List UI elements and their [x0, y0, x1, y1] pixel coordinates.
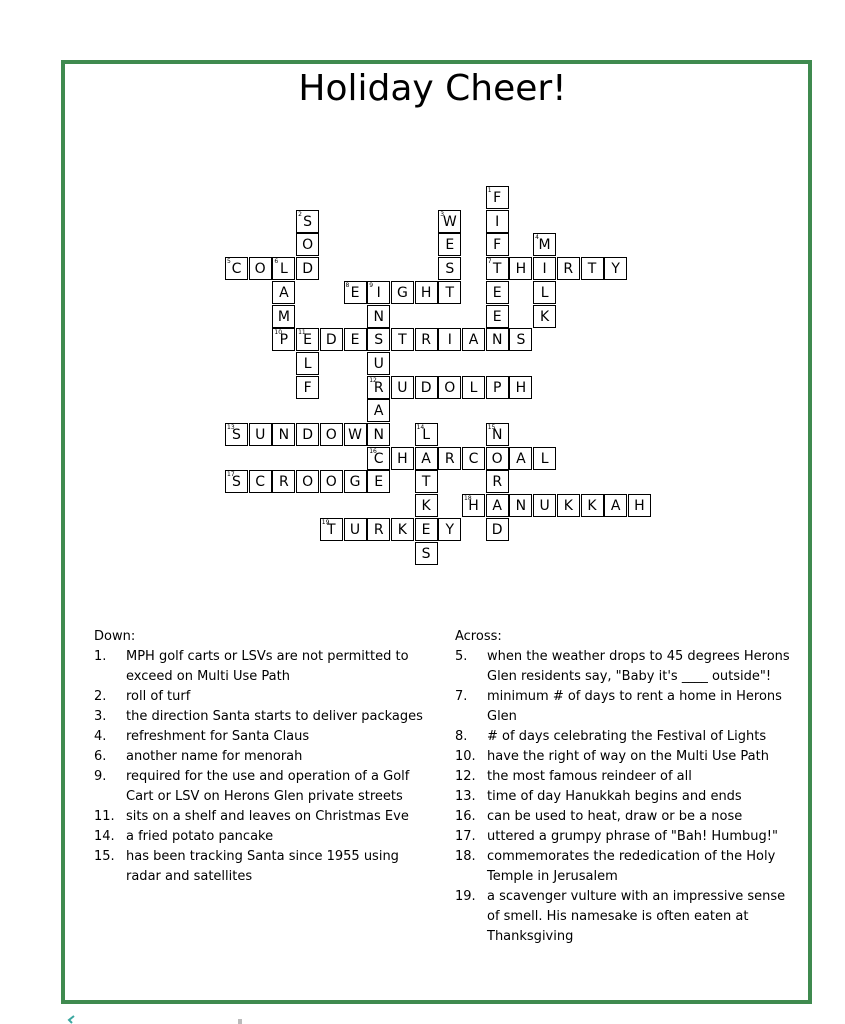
down-clue [94, 767, 424, 807]
cell-letter: T [327, 521, 336, 538]
grid-cell [486, 470, 509, 493]
grid-cell [225, 257, 248, 280]
grid-cell [320, 328, 343, 351]
cell-number: 15 [487, 424, 496, 431]
cell-letter: O [254, 261, 266, 278]
down-clue [94, 687, 424, 707]
cell-number: 16 [369, 447, 377, 455]
clue-number: 3. [94, 709, 107, 724]
cell-number: 18 [464, 495, 472, 503]
cell-number: 14 [416, 424, 425, 431]
cell-letter: E [350, 332, 360, 349]
across-clues [455, 627, 790, 947]
grid-cell [249, 423, 272, 446]
cell-letter: K [563, 498, 573, 515]
down-heading: Down: [94, 629, 136, 644]
cell-number: 2 [298, 210, 302, 218]
clue-number: 17. [455, 829, 476, 844]
cell-letter: R [444, 450, 455, 467]
grid-cell [438, 328, 461, 351]
cell-letter: T [421, 474, 431, 491]
cell-letter: F [303, 379, 312, 396]
clue-number: 18. [455, 849, 476, 864]
cell-letter: N [373, 308, 384, 325]
cell-letter: L [540, 284, 549, 301]
cell-letter: I [376, 284, 381, 301]
grid-cell [486, 423, 509, 446]
cell-letter: A [279, 284, 289, 301]
grid-cell [367, 376, 390, 399]
across-clue [455, 807, 790, 827]
grid-cell [557, 257, 580, 280]
cell-letter: H [634, 498, 645, 515]
down-clue [94, 707, 424, 727]
across-clue [455, 827, 790, 847]
clue-number: 4. [94, 729, 107, 744]
cell-letter: O [325, 427, 337, 443]
grid-cell [344, 281, 367, 304]
grid-cell [438, 447, 461, 470]
cell-letter: R [279, 474, 289, 491]
clue-number: 14. [94, 829, 115, 844]
grid-cell [415, 328, 438, 351]
cell-letter: A [373, 403, 384, 420]
grid-cell [509, 328, 532, 351]
grid-cell [367, 470, 390, 493]
grid-cell [296, 376, 319, 399]
cell-number: 19 [321, 518, 330, 526]
grid-cell [415, 423, 438, 446]
grid-cell [415, 447, 438, 470]
cell-number: 11 [298, 329, 306, 337]
cell-letter: E [492, 284, 502, 301]
grid-cell [391, 376, 414, 399]
cell-number: 13 [227, 424, 235, 431]
cell-number: 9 [369, 281, 374, 289]
cell-letter: W [442, 213, 457, 230]
cell-letter: E [303, 332, 313, 349]
across-clue [455, 787, 790, 807]
grid-cell [415, 376, 438, 399]
cell-number: 4 [535, 234, 539, 242]
grid-cell [604, 494, 627, 517]
cell-letter: S [516, 332, 526, 349]
grid-cell [509, 447, 532, 470]
cell-number: 10 [274, 329, 283, 337]
cell-letter: H [515, 261, 527, 278]
cell-letter: D [491, 521, 503, 538]
cell-letter: S [421, 545, 431, 562]
cell-letter: D [302, 427, 313, 443]
clue-text: can be used to heat, draw or be a nose [487, 809, 743, 824]
grid-cell [415, 518, 438, 541]
cell-letter: E [374, 474, 384, 491]
cell-letter: S [303, 213, 313, 230]
puzzle-title: Holiday Cheer! [298, 68, 567, 109]
grid-cell [391, 328, 414, 351]
cell-letter: R [373, 521, 384, 538]
clue-text: roll of turf [126, 689, 191, 704]
grid-cell [272, 328, 295, 351]
cell-letter: U [373, 355, 384, 372]
cell-number: 6 [274, 258, 279, 266]
cell-letter: S [232, 474, 241, 491]
clue-text: minimum # of days to rent a home in Herons Glen [487, 689, 782, 724]
clue-number: 1. [94, 649, 107, 664]
clue-text: another name for menorah [126, 749, 303, 764]
clue-text: MPH golf carts or LSVs are not permitted to exceed on Multi Use Path [126, 649, 409, 684]
grid-cell [533, 281, 556, 304]
down-clue [94, 847, 424, 887]
grid-cell [533, 305, 556, 328]
cell-letter: D [420, 379, 432, 396]
grid-cell [438, 233, 461, 256]
cell-letter: I [495, 213, 500, 230]
grid-cell [533, 494, 556, 517]
cell-letter: E [350, 284, 360, 301]
cell-letter: F [493, 237, 502, 254]
grid-cell [438, 518, 461, 541]
cell-letter: A [468, 332, 479, 349]
cell-letter: L [422, 427, 430, 443]
clue-number: 8. [455, 729, 468, 744]
grid-cell [438, 281, 461, 304]
down-clue [94, 647, 424, 687]
cell-letter: S [445, 261, 455, 278]
grid-cell [367, 352, 390, 375]
clue-text: sits on a shelf and leaves on Christmas Eve [126, 809, 409, 824]
clue-number: 5. [455, 649, 468, 664]
grid-cell [533, 257, 556, 280]
grid-cell [486, 328, 509, 351]
cell-letter: C [373, 450, 384, 467]
cell-letter: S [374, 332, 384, 349]
grid-cell [462, 494, 485, 517]
cell-number: 3 [440, 210, 445, 218]
grid-cell [296, 328, 319, 351]
cell-letter: D [302, 261, 313, 278]
down-clue-list [94, 647, 424, 887]
grid-cell [391, 518, 414, 541]
grid-cell [296, 352, 319, 375]
cell-letter: O [302, 474, 314, 491]
grid-cell [272, 423, 295, 446]
down-clue [94, 807, 424, 827]
grid-cell [486, 518, 509, 541]
cell-letter: O [444, 379, 456, 396]
cell-number: 17 [227, 471, 235, 479]
clue-number: 6. [94, 749, 107, 764]
grid-cell [533, 233, 556, 256]
cell-letter: Y [611, 261, 620, 278]
cell-letter: E [492, 308, 502, 325]
across-clue [455, 747, 790, 767]
grid-cell [249, 257, 272, 280]
clue-text: has been tracking Santa since 1955 using radar and satellites [126, 849, 399, 884]
grid-cell [272, 257, 295, 280]
cell-letter: K [587, 498, 597, 515]
grid-cell [415, 470, 438, 493]
cell-letter: N [491, 427, 503, 443]
cell-letter: H [420, 284, 432, 301]
grid-cell [296, 210, 319, 233]
grid-cell [296, 470, 319, 493]
cell-letter: A [421, 450, 431, 467]
clue-text: commemorates the rededication of the Holy Temple in Jerusalem [487, 849, 776, 884]
decorative-mark [238, 1019, 242, 1024]
cell-letter: S [232, 427, 241, 443]
grid-cell [272, 470, 295, 493]
cell-letter: T [492, 261, 502, 278]
grid-cell [438, 257, 461, 280]
grid-cell [486, 233, 509, 256]
grid-cell [272, 281, 295, 304]
cell-letter: A [610, 498, 621, 515]
clue-text: # of days celebrating the Festival of Lights [487, 729, 767, 744]
cell-letter: K [540, 308, 550, 325]
grid-cell [509, 257, 532, 280]
grid-cell [367, 399, 390, 422]
cell-letter: Y [445, 521, 455, 538]
cell-letter: R [563, 261, 574, 278]
cell-letter: W [348, 427, 362, 443]
cell-letter: H [515, 379, 527, 396]
grid-cell [415, 281, 438, 304]
cell-letter: E [421, 521, 431, 538]
across-clue [455, 847, 790, 887]
grid-cell [225, 470, 248, 493]
grid-cell [367, 423, 390, 446]
cell-letter: T [587, 261, 597, 278]
cell-letter: H [397, 450, 408, 467]
clue-number: 16. [455, 809, 476, 824]
across-heading: Across: [455, 629, 502, 644]
cell-letter: O [491, 450, 503, 467]
clue-number: 11. [94, 809, 115, 824]
cell-letter: M [538, 237, 551, 254]
cell-letter: R [492, 474, 503, 491]
grid-cell [225, 423, 248, 446]
across-clue [455, 767, 790, 787]
cell-letter: T [445, 284, 455, 301]
grid-cell [391, 281, 414, 304]
grid-cell [320, 470, 343, 493]
grid-cell [581, 257, 604, 280]
down-clues [94, 627, 424, 887]
cell-letter: R [373, 379, 384, 396]
clue-text: refreshment for Santa Claus [126, 729, 310, 744]
grid-cell [415, 494, 438, 517]
cell-letter: L [540, 450, 549, 467]
grid-cell [581, 494, 604, 517]
cell-number: 5 [227, 258, 231, 266]
cell-letter: D [325, 332, 337, 349]
grid-cell [367, 518, 390, 541]
grid-cell [462, 328, 485, 351]
grid-cell [486, 281, 509, 304]
cell-letter: U [397, 379, 408, 396]
grid-cell [628, 494, 651, 517]
clue-text: the direction Santa starts to deliver packages [126, 709, 423, 724]
cell-letter: C [255, 474, 266, 491]
cell-letter: U [349, 521, 361, 538]
cell-letter: U [255, 427, 266, 443]
grid-cell [486, 257, 509, 280]
grid-cell [462, 447, 485, 470]
grid-cell [509, 376, 532, 399]
grid-cell [344, 423, 367, 446]
across-clue-list [455, 647, 790, 947]
grid-cell [533, 447, 556, 470]
cell-letter: C [468, 450, 479, 467]
cell-letter: K [421, 498, 431, 515]
clue-number: 15. [94, 849, 115, 864]
cell-number: 12 [369, 376, 377, 384]
cell-letter: O [302, 237, 314, 254]
cell-letter: G [349, 474, 361, 491]
cell-letter: N [278, 427, 290, 443]
cell-letter: M [277, 308, 290, 325]
cell-letter: G [396, 284, 408, 301]
grid-cell [486, 376, 509, 399]
clue-number: 9. [94, 769, 107, 784]
grid-cell [367, 305, 390, 328]
clue-text: uttered a grumpy phrase of "Bah! Humbug!" [487, 829, 778, 844]
clue-text: have the right of way on the Multi Use Path [487, 749, 769, 764]
grid-cell [604, 257, 627, 280]
cell-letter: R [421, 332, 431, 349]
cell-letter: E [445, 237, 455, 254]
grid-cell [486, 447, 509, 470]
cell-letter: L [303, 355, 312, 372]
cell-letter: C [231, 261, 242, 278]
clue-text: time of day Hanukkah begins and ends [487, 789, 742, 804]
grid-cell [438, 210, 461, 233]
logo-icon [66, 1015, 76, 1024]
cell-letter: N [373, 427, 384, 443]
grid-cell [509, 494, 532, 517]
cell-number: 7 [487, 258, 492, 266]
cell-letter: P [492, 379, 502, 396]
grid-cell [367, 281, 390, 304]
clue-number: 12. [455, 769, 476, 784]
clue-number: 13. [455, 789, 476, 804]
down-clue [94, 827, 424, 847]
grid-cell [296, 233, 319, 256]
grid-cell [391, 447, 414, 470]
clue-text: a scavenger vulture with an impressive sense of smell. His namesake is often eaten at Thanksgiving [487, 889, 786, 944]
cell-letter: U [539, 498, 550, 515]
cell-letter: L [279, 261, 288, 278]
grid-cell [344, 328, 367, 351]
grid-cell [344, 470, 367, 493]
grid-cell [486, 210, 509, 233]
across-clue [455, 647, 790, 687]
clue-number: 7. [455, 689, 468, 704]
cell-letter: L [469, 379, 478, 396]
down-clue [94, 727, 424, 747]
cell-letter: I [447, 332, 452, 349]
grid-cell [249, 470, 272, 493]
grid-cell [415, 542, 438, 565]
cell-letter: I [542, 261, 547, 278]
grid-cell [438, 376, 461, 399]
cell-letter: P [279, 332, 289, 349]
across-clue [455, 687, 790, 727]
grid-cell [320, 518, 343, 541]
grid-cell [296, 423, 319, 446]
clue-number: 10. [455, 749, 476, 764]
clue-number: 19. [455, 889, 476, 904]
cell-letter: O [325, 474, 337, 491]
grid-cell [486, 305, 509, 328]
grid-cell [320, 423, 343, 446]
cell-number: 8 [345, 281, 350, 289]
cell-letter: A [492, 498, 502, 515]
down-clue [94, 747, 424, 767]
clue-text: when the weather drops to 45 degrees Herons Glen residents say, "Baby it's ____ outside"! [487, 649, 790, 684]
across-clue [455, 887, 790, 947]
clue-text: the most famous reindeer of all [487, 769, 692, 784]
cell-letter: A [516, 450, 526, 467]
grid-cell [462, 376, 485, 399]
grid-cell [367, 328, 390, 351]
cell-letter: N [491, 332, 503, 349]
cell-letter: H [468, 498, 479, 515]
cell-letter: N [515, 498, 527, 515]
clue-number: 2. [94, 689, 107, 704]
grid-cell [367, 447, 390, 470]
cell-letter: F [493, 190, 502, 206]
grid-cell [557, 494, 580, 517]
grid-cell [296, 257, 319, 280]
cell-letter: K [397, 521, 407, 538]
grid-cell [486, 494, 509, 517]
grid-cell [344, 518, 367, 541]
clue-text: required for the use and operation of a Golf Cart or LSV on Herons Glen private streets [126, 769, 410, 804]
grid-cell [272, 305, 295, 328]
across-clue [455, 727, 790, 747]
clue-text: a fried potato pancake [126, 829, 274, 844]
cell-letter: T [398, 332, 407, 349]
cell-number: 1 [487, 187, 492, 194]
grid-cell [486, 186, 509, 209]
